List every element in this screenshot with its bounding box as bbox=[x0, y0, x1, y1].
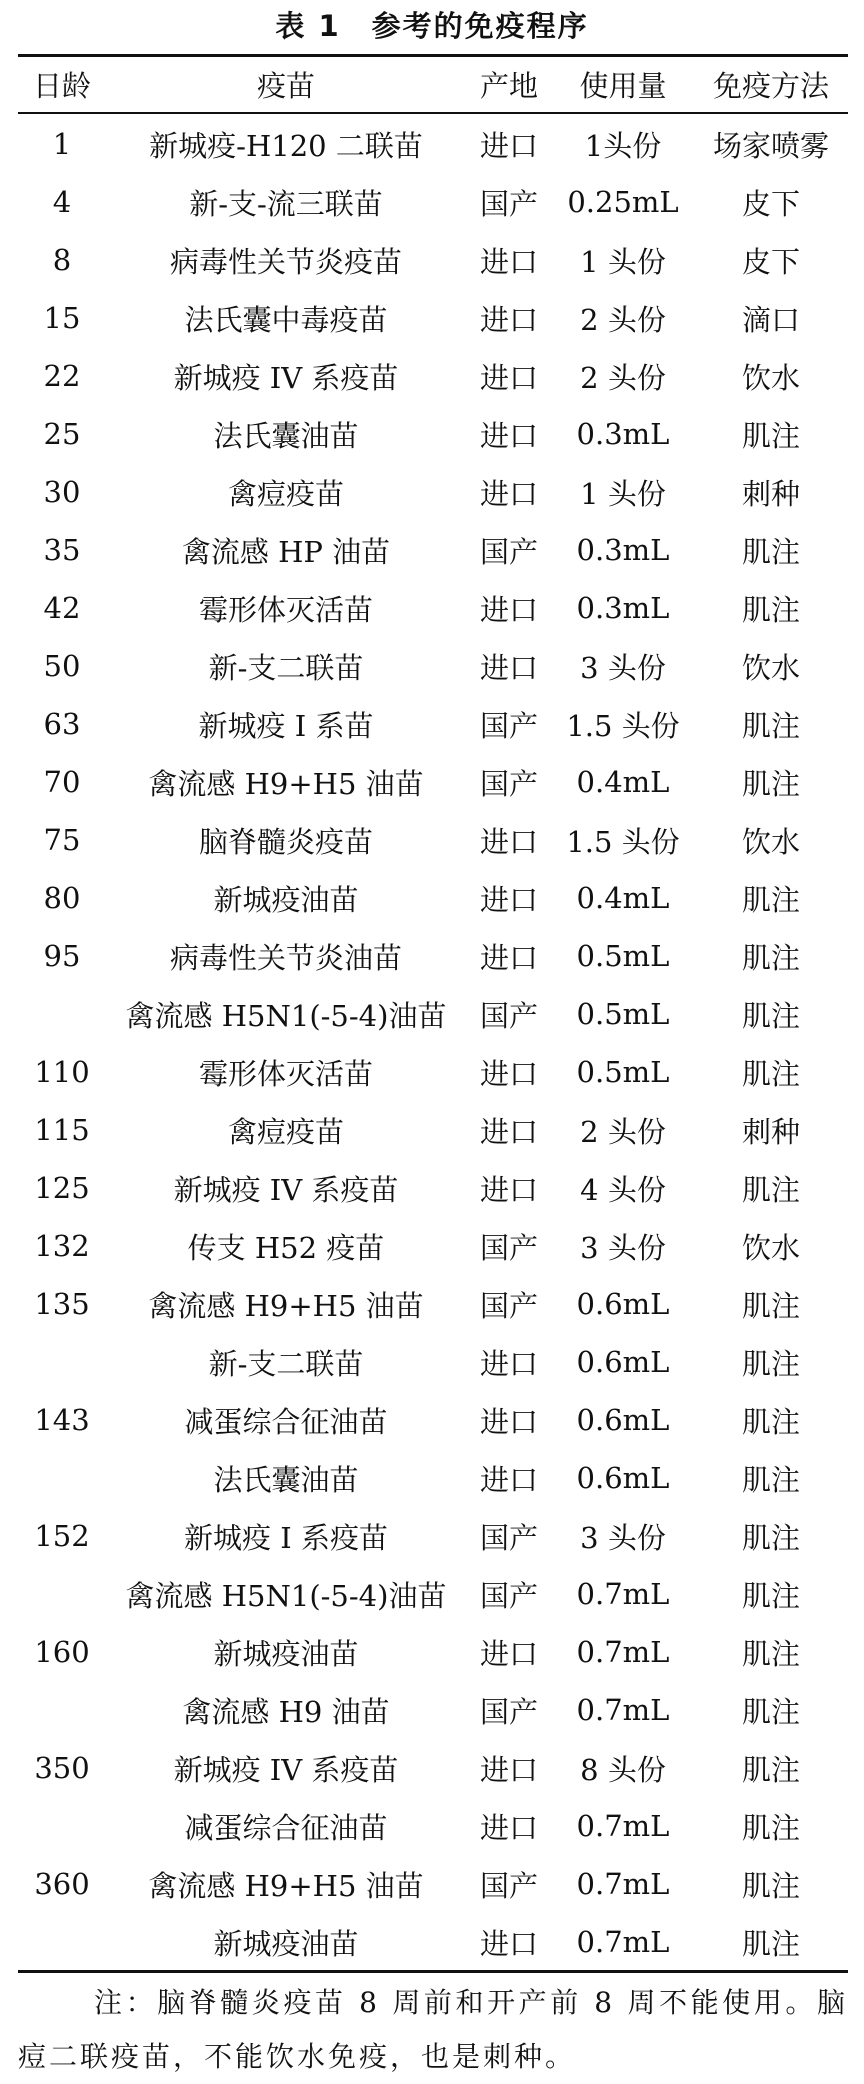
table-row bbox=[18, 811, 848, 869]
table-row bbox=[18, 347, 848, 405]
table-row bbox=[18, 1855, 848, 1913]
cell-method: 肌注 bbox=[741, 1056, 800, 1091]
cell-day: 125 bbox=[34, 1171, 90, 1205]
cell-day: 4 bbox=[52, 185, 72, 219]
table-row bbox=[18, 869, 848, 927]
table-title: 表 1 参考的免疫程序 bbox=[275, 9, 589, 43]
cell-dose: 1 头份 bbox=[580, 476, 666, 511]
cell-vaccine: 新城疫 IV 系疫苗 bbox=[173, 1172, 399, 1207]
table-row bbox=[18, 115, 848, 173]
cell-vaccine: 新城疫油苗 bbox=[213, 1926, 359, 1961]
cell-method: 肌注 bbox=[741, 1694, 800, 1729]
cell-dose: 0.4mL bbox=[576, 765, 670, 799]
table-row bbox=[18, 1159, 848, 1217]
header-origin: 产地 bbox=[479, 69, 538, 103]
cell-dose: 1.5 头份 bbox=[566, 824, 680, 859]
cell-dose: 0.7mL bbox=[576, 1635, 670, 1669]
cell-day bbox=[18, 1449, 106, 1507]
table-row bbox=[18, 1217, 848, 1275]
cell-vaccine: 传支 H52 疫苗 bbox=[187, 1230, 385, 1265]
table-row bbox=[18, 579, 848, 637]
cell-day: 8 bbox=[52, 243, 72, 277]
cell-vaccine: 减蛋综合征油苗 bbox=[184, 1404, 388, 1439]
header-vaccine: 疫苗 bbox=[256, 69, 315, 103]
cell-vaccine: 新城疫油苗 bbox=[213, 1636, 359, 1671]
cell-day: 135 bbox=[34, 1287, 90, 1321]
cell-vaccine: 新城疫 IV 系疫苗 bbox=[173, 360, 399, 395]
cell-day: 350 bbox=[34, 1751, 90, 1785]
cell-dose: 3 头份 bbox=[580, 1520, 666, 1555]
cell-method: 肌注 bbox=[741, 1578, 800, 1613]
cell-day: 25 bbox=[43, 417, 81, 451]
table-note: 注：脑脊髓炎疫苗 8 周前和开产前 8 周不能使用。脑痘二联疫苗，不能饮水免疫，也是刺种。 bbox=[18, 1986, 848, 2073]
cell-vaccine: 禽流感 H9 油苗 bbox=[182, 1694, 390, 1729]
cell-origin: 国产 bbox=[479, 1230, 538, 1265]
cell-day bbox=[18, 1333, 106, 1391]
table-row bbox=[18, 231, 848, 289]
cell-method: 肌注 bbox=[741, 708, 800, 743]
cell-method: 饮水 bbox=[741, 650, 800, 685]
cell-day: 50 bbox=[43, 649, 81, 683]
cell-origin: 国产 bbox=[479, 186, 538, 221]
cell-origin: 进口 bbox=[479, 244, 538, 279]
table-row bbox=[18, 1797, 848, 1855]
cell-day bbox=[18, 985, 106, 1043]
cell-vaccine: 减蛋综合征油苗 bbox=[184, 1810, 388, 1845]
cell-day: 30 bbox=[43, 475, 81, 509]
table-row bbox=[18, 521, 848, 579]
cell-vaccine: 新城疫 I 系疫苗 bbox=[184, 1520, 388, 1555]
header-row bbox=[18, 57, 848, 112]
cell-origin: 进口 bbox=[479, 1462, 538, 1497]
cell-origin: 国产 bbox=[479, 1288, 538, 1323]
cell-origin: 进口 bbox=[479, 592, 538, 627]
cell-method: 刺种 bbox=[741, 476, 800, 511]
cell-dose: 0.3mL bbox=[576, 533, 670, 567]
cell-vaccine: 病毒性关节炎疫苗 bbox=[169, 244, 402, 279]
cell-method: 饮水 bbox=[741, 360, 800, 395]
cell-method: 肌注 bbox=[741, 1346, 800, 1381]
cell-vaccine: 禽流感 H5N1(-5-4)油苗 bbox=[125, 1578, 447, 1613]
cell-day: 1 bbox=[52, 127, 72, 161]
table-row bbox=[18, 753, 848, 811]
table-row bbox=[18, 405, 848, 463]
header-method: 免疫方法 bbox=[712, 69, 829, 103]
cell-method: 肌注 bbox=[741, 534, 800, 569]
cell-day: 42 bbox=[43, 591, 81, 625]
cell-day bbox=[18, 1681, 106, 1739]
table-row bbox=[18, 1101, 848, 1159]
cell-dose: 2 头份 bbox=[580, 302, 666, 337]
cell-origin: 国产 bbox=[479, 998, 538, 1033]
cell-day bbox=[18, 1797, 106, 1855]
cell-method: 肌注 bbox=[741, 1636, 800, 1671]
table-row bbox=[18, 695, 848, 753]
cell-origin: 进口 bbox=[479, 1404, 538, 1439]
cell-day: 115 bbox=[34, 1113, 90, 1147]
cell-origin: 国产 bbox=[479, 766, 538, 801]
cell-vaccine: 禽流感 H9+H5 油苗 bbox=[148, 1868, 424, 1903]
cell-day: 63 bbox=[43, 707, 81, 741]
cell-dose: 0.4mL bbox=[576, 881, 670, 915]
cell-method: 肌注 bbox=[741, 418, 800, 453]
cell-origin: 进口 bbox=[479, 1752, 538, 1787]
table-row bbox=[18, 1043, 848, 1101]
cell-day: 360 bbox=[34, 1867, 90, 1901]
table-row bbox=[18, 1507, 848, 1565]
cell-day: 95 bbox=[43, 939, 81, 973]
cell-day: 152 bbox=[34, 1519, 90, 1553]
cell-vaccine: 禽流感 H9+H5 油苗 bbox=[148, 1288, 424, 1323]
cell-day: 110 bbox=[34, 1055, 90, 1089]
cell-dose: 0.7mL bbox=[576, 1925, 670, 1959]
cell-origin: 进口 bbox=[479, 418, 538, 453]
cell-day bbox=[18, 1913, 106, 1971]
cell-day: 80 bbox=[43, 881, 81, 915]
cell-dose: 0.7mL bbox=[576, 1809, 670, 1843]
cell-day: 132 bbox=[34, 1229, 90, 1263]
table-row bbox=[18, 173, 848, 231]
cell-vaccine: 新-支二联苗 bbox=[208, 1346, 364, 1381]
cell-vaccine: 脑脊髓炎疫苗 bbox=[198, 824, 373, 859]
cell-dose: 0.5mL bbox=[576, 997, 670, 1031]
cell-dose: 0.3mL bbox=[576, 417, 670, 451]
cell-dose: 0.7mL bbox=[576, 1693, 670, 1727]
cell-origin: 进口 bbox=[479, 1172, 538, 1207]
cell-dose: 0.7mL bbox=[576, 1577, 670, 1611]
table-header bbox=[18, 57, 848, 112]
cell-method: 肌注 bbox=[741, 1520, 800, 1555]
cell-dose: 3 头份 bbox=[580, 650, 666, 685]
cell-dose: 8 头份 bbox=[580, 1752, 666, 1787]
cell-vaccine: 霉形体灭活苗 bbox=[198, 592, 373, 627]
cell-method: 皮下 bbox=[741, 244, 800, 279]
cell-dose: 0.6mL bbox=[576, 1287, 670, 1321]
cell-method: 肌注 bbox=[741, 592, 800, 627]
cell-dose: 1.5 头份 bbox=[566, 708, 680, 743]
cell-origin: 进口 bbox=[479, 882, 538, 917]
cell-vaccine: 新城疫 IV 系疫苗 bbox=[173, 1752, 399, 1787]
cell-origin: 进口 bbox=[479, 824, 538, 859]
cell-method: 肌注 bbox=[741, 1868, 800, 1903]
cell-dose: 0.25mL bbox=[567, 185, 679, 219]
cell-vaccine: 禽流感 HP 油苗 bbox=[181, 534, 391, 569]
cell-method: 肌注 bbox=[741, 1288, 800, 1323]
cell-method: 饮水 bbox=[741, 1230, 800, 1265]
cell-method: 肌注 bbox=[741, 1462, 800, 1497]
cell-origin: 进口 bbox=[479, 360, 538, 395]
cell-vaccine: 禽流感 H5N1(-5-4)油苗 bbox=[125, 998, 447, 1033]
cell-dose: 1头份 bbox=[584, 128, 662, 163]
cell-dose: 1 头份 bbox=[580, 244, 666, 279]
table-row bbox=[18, 289, 848, 347]
cell-method: 肌注 bbox=[741, 998, 800, 1033]
table-row bbox=[18, 637, 848, 695]
cell-origin: 国产 bbox=[479, 1520, 538, 1555]
cell-origin: 国产 bbox=[479, 708, 538, 743]
cell-origin: 国产 bbox=[479, 1694, 538, 1729]
cell-day bbox=[18, 1565, 106, 1623]
schedule-table bbox=[18, 115, 848, 1971]
table-row bbox=[18, 1565, 848, 1623]
cell-origin: 进口 bbox=[479, 1636, 538, 1671]
cell-day: 143 bbox=[34, 1403, 90, 1437]
table-row bbox=[18, 927, 848, 985]
cell-vaccine: 新-支二联苗 bbox=[208, 650, 364, 685]
cell-method: 肌注 bbox=[741, 1752, 800, 1787]
cell-vaccine: 法氏囊中毒疫苗 bbox=[184, 302, 388, 337]
header-day: 日龄 bbox=[32, 69, 91, 103]
cell-vaccine: 新-支-流三联苗 bbox=[189, 186, 383, 221]
cell-day: 160 bbox=[34, 1635, 90, 1669]
cell-vaccine: 新城疫 I 系苗 bbox=[198, 708, 374, 743]
cell-dose: 2 头份 bbox=[580, 360, 666, 395]
cell-method: 肌注 bbox=[741, 882, 800, 917]
cell-origin: 进口 bbox=[479, 1926, 538, 1961]
cell-origin: 进口 bbox=[479, 128, 538, 163]
cell-dose: 0.6mL bbox=[576, 1403, 670, 1437]
table-row bbox=[18, 1739, 848, 1797]
cell-vaccine: 新城疫油苗 bbox=[213, 882, 359, 917]
cell-vaccine: 禽痘疫苗 bbox=[227, 476, 344, 511]
table-row bbox=[18, 985, 848, 1043]
cell-method: 肌注 bbox=[741, 1926, 800, 1961]
bottom-rule bbox=[18, 1970, 848, 1973]
cell-origin: 进口 bbox=[479, 940, 538, 975]
cell-dose: 0.6mL bbox=[576, 1345, 670, 1379]
cell-vaccine: 霉形体灭活苗 bbox=[198, 1056, 373, 1091]
cell-vaccine: 法氏囊油苗 bbox=[213, 418, 359, 453]
cell-vaccine: 病毒性关节炎油苗 bbox=[169, 940, 402, 975]
cell-day: 70 bbox=[43, 765, 81, 799]
cell-vaccine: 法氏囊油苗 bbox=[213, 1462, 359, 1497]
cell-dose: 0.7mL bbox=[576, 1867, 670, 1901]
cell-origin: 进口 bbox=[479, 302, 538, 337]
cell-dose: 0.5mL bbox=[576, 1055, 670, 1089]
cell-origin: 进口 bbox=[479, 1346, 538, 1381]
cell-origin: 进口 bbox=[479, 476, 538, 511]
table-row bbox=[18, 1275, 848, 1333]
cell-dose: 0.5mL bbox=[576, 939, 670, 973]
cell-method: 肌注 bbox=[741, 1172, 800, 1207]
cell-dose: 4 头份 bbox=[580, 1172, 666, 1207]
cell-day: 75 bbox=[43, 823, 81, 857]
cell-dose: 3 头份 bbox=[580, 1230, 666, 1265]
schedule-rows bbox=[18, 115, 848, 1971]
cell-method: 肌注 bbox=[741, 1810, 800, 1845]
table-row bbox=[18, 1391, 848, 1449]
cell-method: 刺种 bbox=[741, 1114, 800, 1149]
table-row bbox=[18, 1913, 848, 1971]
table-row bbox=[18, 1623, 848, 1681]
cell-vaccine: 禽流感 H9+H5 油苗 bbox=[148, 766, 424, 801]
cell-origin: 国产 bbox=[479, 534, 538, 569]
table-row bbox=[18, 1333, 848, 1391]
header-rule bbox=[18, 112, 848, 114]
table-row bbox=[18, 1681, 848, 1739]
cell-origin: 国产 bbox=[479, 1868, 538, 1903]
cell-method: 滴口 bbox=[741, 302, 800, 337]
cell-method: 皮下 bbox=[741, 186, 800, 221]
cell-origin: 进口 bbox=[479, 650, 538, 685]
cell-dose: 0.3mL bbox=[576, 591, 670, 625]
cell-origin: 国产 bbox=[479, 1578, 538, 1613]
cell-day: 15 bbox=[43, 301, 81, 335]
cell-day: 35 bbox=[43, 533, 81, 567]
cell-day: 22 bbox=[43, 359, 81, 393]
cell-method: 饮水 bbox=[741, 824, 800, 859]
table-row bbox=[18, 463, 848, 521]
cell-dose: 0.6mL bbox=[576, 1461, 670, 1495]
cell-dose: 2 头份 bbox=[580, 1114, 666, 1149]
table-row bbox=[18, 1449, 848, 1507]
cell-origin: 进口 bbox=[479, 1810, 538, 1845]
cell-method: 肌注 bbox=[741, 1404, 800, 1439]
cell-vaccine: 新城疫-H120 二联苗 bbox=[149, 128, 423, 163]
cell-vaccine: 禽痘疫苗 bbox=[227, 1114, 344, 1149]
cell-method: 肌注 bbox=[741, 766, 800, 801]
cell-origin: 进口 bbox=[479, 1056, 538, 1091]
cell-method: 肌注 bbox=[741, 940, 800, 975]
cell-method: 场家喷雾 bbox=[712, 128, 829, 163]
header-dose: 使用量 bbox=[579, 69, 667, 103]
cell-origin: 进口 bbox=[479, 1114, 538, 1149]
